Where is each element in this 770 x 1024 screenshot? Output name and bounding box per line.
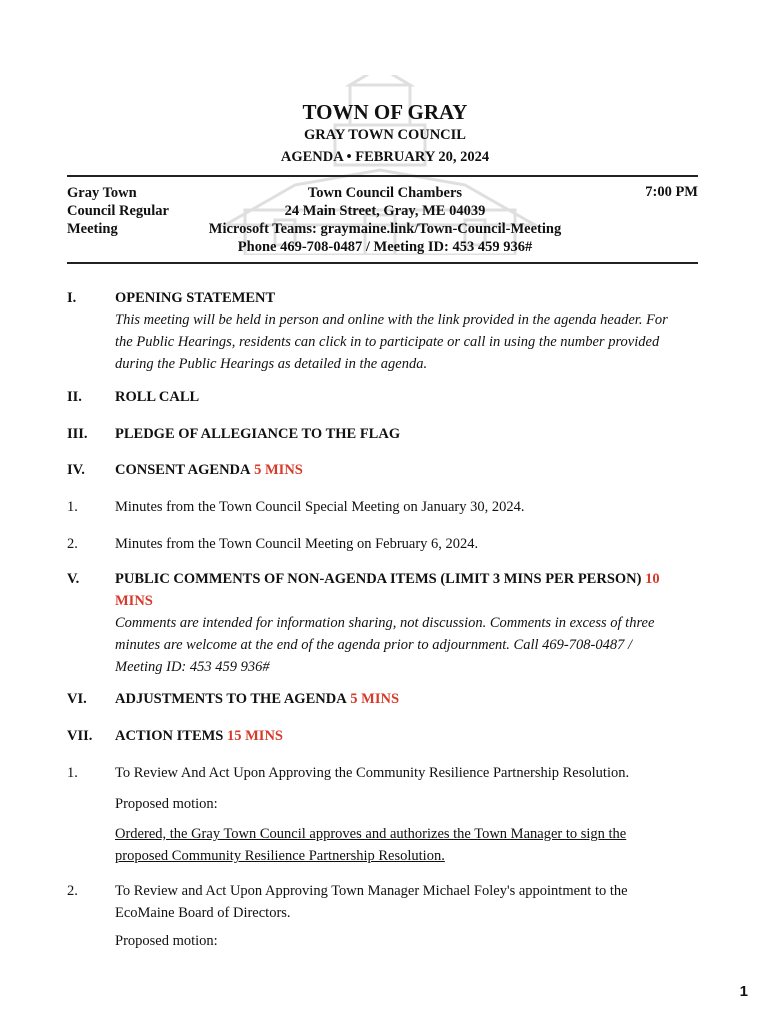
proposed-motion-label: Proposed motion: — [115, 933, 218, 948]
agenda-item-action-items — [115, 725, 705, 747]
item-number: VI. — [67, 691, 87, 707]
item-heading: OPENING STATEMENT — [115, 290, 276, 306]
item-heading: ACTION ITEMS — [115, 728, 224, 744]
item-description-line: during the Public Hearings as detailed in the agenda. — [115, 356, 428, 372]
item-description-line: Comments are intended for information sharing, not discussion. Comments in excess of three — [115, 615, 655, 631]
agenda-item-consent — [115, 459, 705, 481]
agenda-item-opening-statement — [115, 287, 705, 375]
time-allotment-unit: MINS — [115, 593, 153, 609]
action-item-text: To Review And Act Upon Approving the Community Resilience Partnership Resolution. — [115, 765, 630, 781]
location-line: Town Council Chambers — [307, 185, 463, 201]
sub-item-number: 2. — [67, 883, 78, 899]
meeting-time: 7:00 PM — [645, 184, 698, 200]
location-line: Microsoft Teams: graymaine.link/Town-Council-Meeting — [208, 221, 562, 237]
action-item-text: To Review and Act Upon Approving Town Manager Michael Foley's appointment to the — [115, 883, 628, 899]
action-item-text: EcoMaine Board of Directors. — [115, 905, 291, 921]
item-number: III. — [67, 426, 88, 442]
time-allotment: 5 MINS — [350, 691, 400, 707]
sub-item-number: 1. — [67, 765, 78, 781]
item-heading: PUBLIC COMMENTS OF NON-AGENDA ITEMS (LIMIT 3 MINS PER PERSON) — [115, 571, 642, 587]
header-divider-top — [67, 175, 698, 177]
agenda-item-adjustments — [115, 688, 705, 710]
item-number: V. — [67, 571, 80, 587]
item-number: II. — [67, 389, 82, 405]
time-allotment: 15 MINS — [227, 728, 283, 744]
meeting-type — [67, 184, 169, 238]
item-number: IV. — [67, 462, 85, 478]
item-number: I. — [67, 290, 77, 306]
agenda-date: AGENDA • FEBRUARY 20, 2024 — [280, 149, 490, 165]
meeting-type-line: Meeting — [67, 221, 118, 237]
sub-item-number: 1. — [67, 499, 78, 515]
action-item-resilience-resolution — [115, 762, 705, 784]
agenda-item-roll-call — [115, 386, 705, 408]
council-name: GRAY TOWN COUNCIL — [304, 127, 466, 143]
item-description-line: the Public Hearings, residents can click in to participate or call in using the number provided — [115, 334, 660, 350]
action-item-ecomaine-appointment — [115, 880, 705, 924]
location-line: 24 Main Street, Gray, ME 04039 — [284, 203, 486, 219]
document-title: TOWN OF GRAY — [302, 100, 468, 124]
item-heading: CONSENT AGENDA — [115, 462, 251, 478]
consent-item-minutes-jan30: Minutes from the Town Council Special Meeting on January 30, 2024. — [115, 499, 525, 515]
agenda-item-public-comments — [115, 568, 705, 678]
header-divider-bottom — [67, 262, 698, 264]
meeting-type-line: Council Regular — [67, 203, 169, 219]
time-allotment: 5 MINS — [254, 462, 303, 478]
time-allotment: 10 — [645, 571, 660, 587]
item-heading: ROLL CALL — [115, 389, 200, 405]
location-line: Phone 469-708-0487 / Meeting ID: 453 459 936# — [237, 239, 533, 255]
motion-line: Ordered, the Gray Town Council approves and authorizes the Town Manager to sign the — [115, 826, 627, 842]
proposed-motion-text — [115, 823, 705, 867]
item-number: VII. — [67, 728, 93, 744]
item-description-line: This meeting will be held in person and online with the link provided in the agenda header. For — [115, 312, 668, 328]
consent-item-minutes-feb6: Minutes from the Town Council Meeting on February 6, 2024. — [115, 536, 479, 552]
meeting-location — [170, 184, 600, 256]
item-heading: PLEDGE OF ALLEGIANCE TO THE FLAG — [115, 426, 401, 442]
page-number: 1 — [739, 983, 748, 1000]
meeting-type-line: Gray Town — [67, 185, 137, 201]
item-description-line: Meeting ID: 453 459 936# — [115, 659, 270, 675]
sub-item-number: 2. — [67, 536, 78, 552]
item-heading: ADJUSTMENTS TO THE AGENDA — [115, 691, 347, 707]
item-description-line: minutes are welcome at the end of the agenda prior to adjournment. Call 469-708-0487 / — [115, 637, 632, 653]
proposed-motion-label: Proposed motion: — [115, 796, 218, 812]
agenda-item-pledge — [115, 423, 705, 445]
motion-line: proposed Community Resilience Partnership Resolution. — [115, 848, 445, 864]
